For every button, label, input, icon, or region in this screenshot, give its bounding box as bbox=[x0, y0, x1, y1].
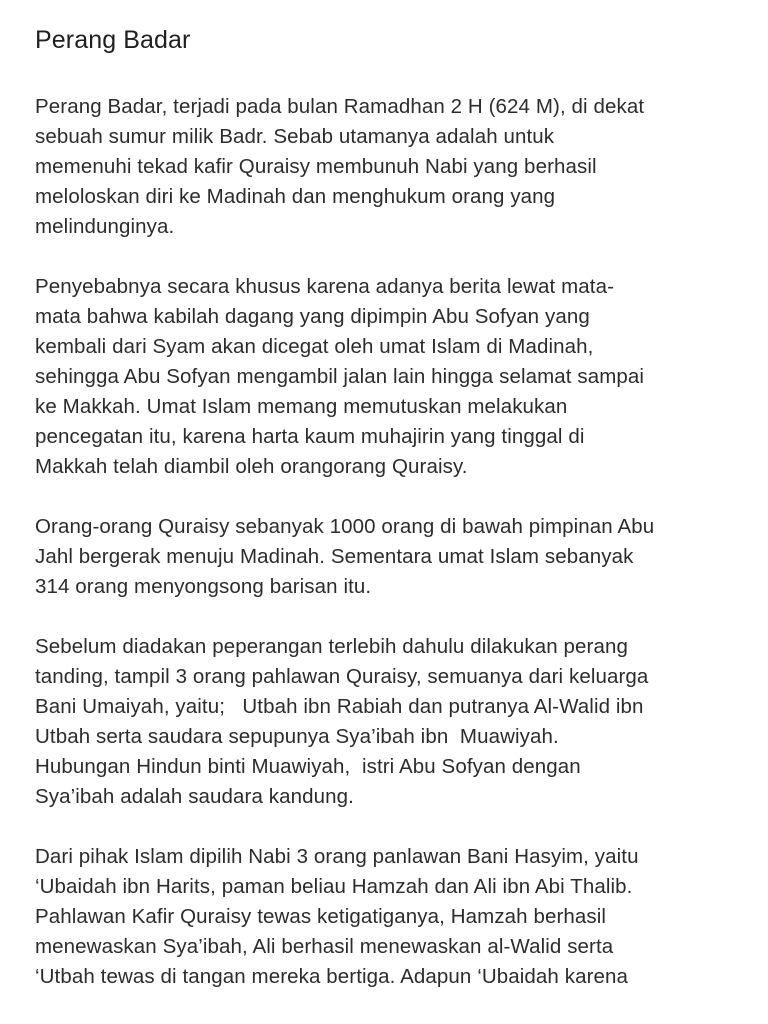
paragraph bbox=[35, 632, 732, 812]
paragraph-line: ke Makkah. Umat Islam memang memutuskan melakukan bbox=[35, 395, 568, 418]
paragraph-line: memenuhi tekad kafir Quraisy membunuh Nabi yang berhasil bbox=[35, 155, 597, 178]
paragraph-line: tanding, tampil 3 orang pahlawan Quraisy, semuanya dari keluarga bbox=[35, 665, 649, 688]
paragraph bbox=[35, 842, 732, 992]
paragraph-line: kembali dari Syam akan dicegat oleh umat Islam di Madinah, bbox=[35, 335, 594, 358]
paragraph-line: ‘Ubaidah ibn Harits, paman beliau Hamzah dan Ali ibn Abi Thalib. bbox=[35, 875, 633, 898]
paragraph-line: mata bahwa kabilah dagang yang dipimpin Abu Sofyan yang bbox=[35, 305, 590, 328]
paragraph-line: ‘Utbah tewas di tangan mereka bertiga. Adapun ‘Ubaidah karena bbox=[35, 965, 629, 988]
paragraph-line: Makkah telah diambil oleh orangorang Quraisy. bbox=[35, 455, 468, 478]
paragraph-line: 314 orang menyongsong barisan itu. bbox=[35, 575, 372, 598]
paragraph-line: pencegatan itu, karena harta kaum muhajirin yang tinggal di bbox=[35, 425, 585, 448]
article-body bbox=[35, 92, 732, 992]
paragraph-line: Hubungan Hindun binti Muawiyah, istri Abu Sofyan dengan bbox=[35, 755, 581, 778]
paragraph-line: Sebelum diadakan peperangan terlebih dahulu dilakukan perang bbox=[35, 635, 628, 658]
page-title: Perang Badar bbox=[35, 26, 191, 54]
paragraph-line: Pahlawan Kafir Quraisy tewas ketigatiganya, Hamzah berhasil bbox=[35, 905, 607, 928]
paragraph-line: melindunginya. bbox=[35, 215, 175, 238]
paragraph-line: Utbah serta saudara sepupunya Sya’ibah ibn Muawiyah. bbox=[35, 725, 559, 748]
paragraph-line: menewaskan Sya’ibah, Ali berhasil menewaskan al-Walid serta bbox=[35, 935, 614, 958]
paragraph-line: sehingga Abu Sofyan mengambil jalan lain hingga selamat sampai bbox=[35, 365, 645, 388]
paragraph-line: Orang-orang Quraisy sebanyak 1000 orang di bawah pimpinan Abu bbox=[35, 515, 655, 538]
paragraph-line: Jahl bergerak menuju Madinah. Sementara umat Islam sebanyak bbox=[35, 545, 634, 568]
paragraph-line: Dari pihak Islam dipilih Nabi 3 orang panlawan Bani Hasyim, yaitu bbox=[35, 845, 639, 868]
paragraph bbox=[35, 272, 732, 482]
paragraph-line: Bani Umaiyah, yaitu; Utbah ibn Rabiah dan putranya Al-Walid ibn bbox=[35, 695, 644, 718]
paragraph-line: Penyebabnya secara khusus karena adanya berita lewat mata- bbox=[35, 275, 615, 298]
paragraph-line: meloloskan diri ke Madinah dan menghukum orang yang bbox=[35, 185, 556, 208]
paragraph-line: Sya’ibah adalah saudara kandung. bbox=[35, 785, 354, 808]
paragraph bbox=[35, 512, 732, 602]
paragraph bbox=[35, 92, 732, 242]
paragraph-line: sebuah sumur milik Badr. Sebab utamanya adalah untuk bbox=[35, 125, 555, 148]
paragraph-line: Perang Badar, terjadi pada bulan Ramadhan 2 H (624 M), di dekat bbox=[35, 95, 645, 118]
